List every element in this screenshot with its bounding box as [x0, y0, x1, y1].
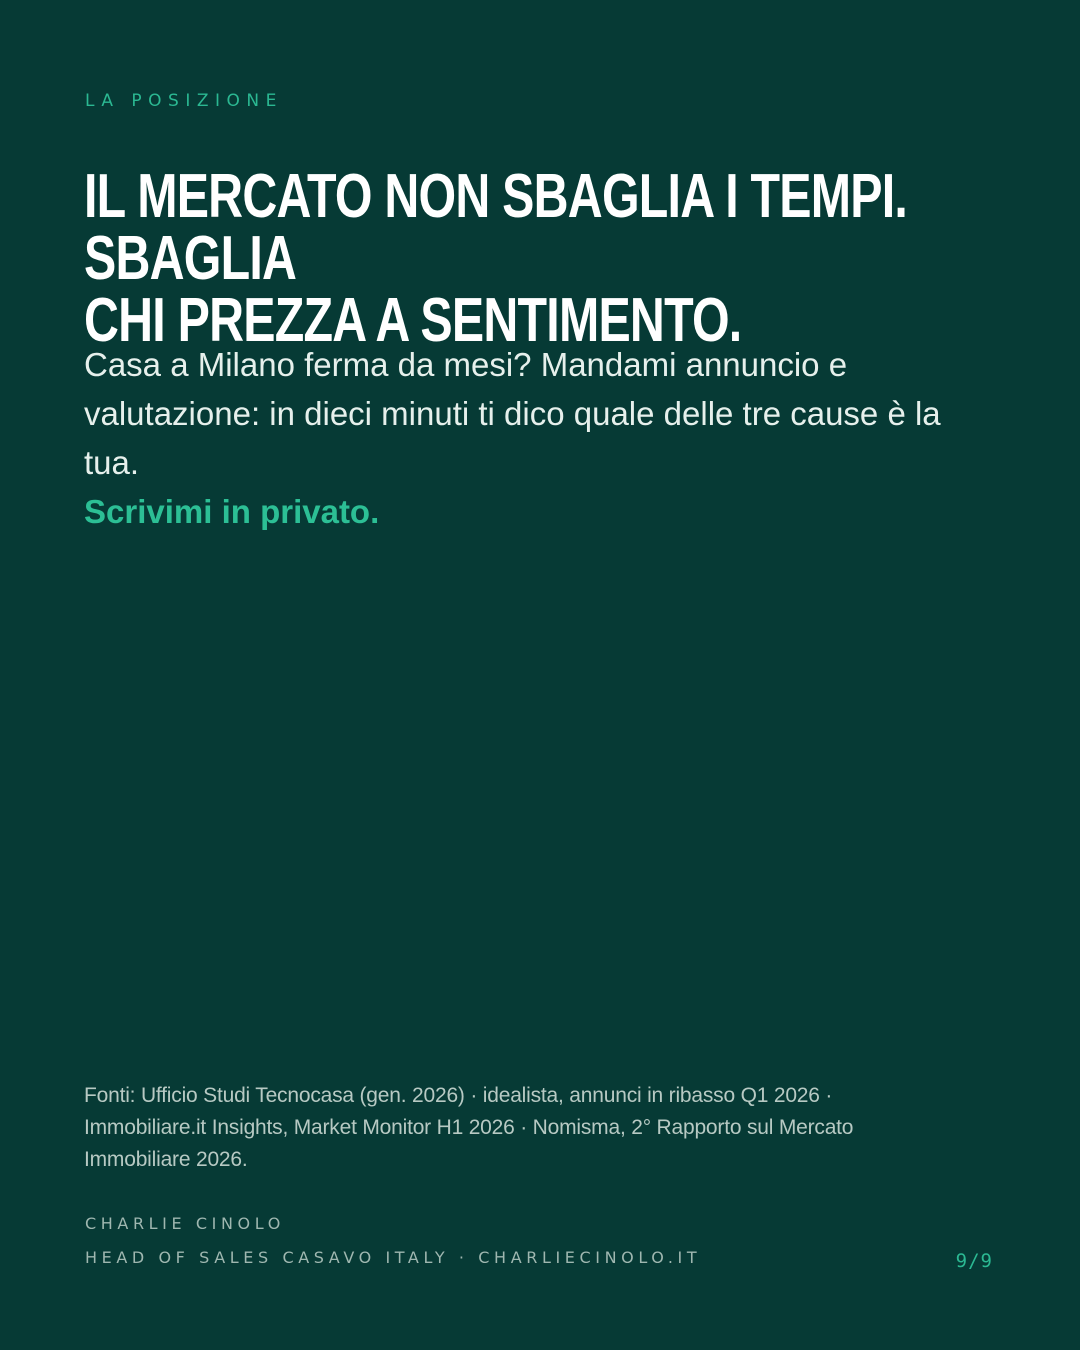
headline: [84, 162, 1012, 355]
body-paragraph: Casa a Milano ferma da mesi? Mandami annuncio e valutazione: in dieci minuti ti dico quale delle tre cause è la tua.: [84, 346, 941, 481]
section-eyebrow: LA POSIZIONE: [85, 91, 283, 111]
headline-line-2: CHI PREZZA A SENTIMENTO.: [84, 286, 742, 355]
sources-note: Fonti: Ufficio Studi Tecnocasa (gen. 2026) · idealista, annunci in ribasso Q1 2026 · Immobiliare.it Insights, Market Monitor H1 2026 · Nomisma, 2° Rapporto sul Mercato Immobiliare 2026.: [84, 1084, 854, 1171]
call-to-action: Scrivimi in privato.: [84, 493, 380, 530]
author-name: CHARLIE CINOLO: [85, 1214, 285, 1233]
headline-line-1: IL MERCATO NON SBAGLIA I TEMPI. SBAGLIA: [84, 162, 908, 293]
page-counter: 9/9: [955, 1250, 993, 1272]
author-role: HEAD OF SALES CASAVO ITALY · CHARLIECINOLO.IT: [85, 1248, 702, 1267]
